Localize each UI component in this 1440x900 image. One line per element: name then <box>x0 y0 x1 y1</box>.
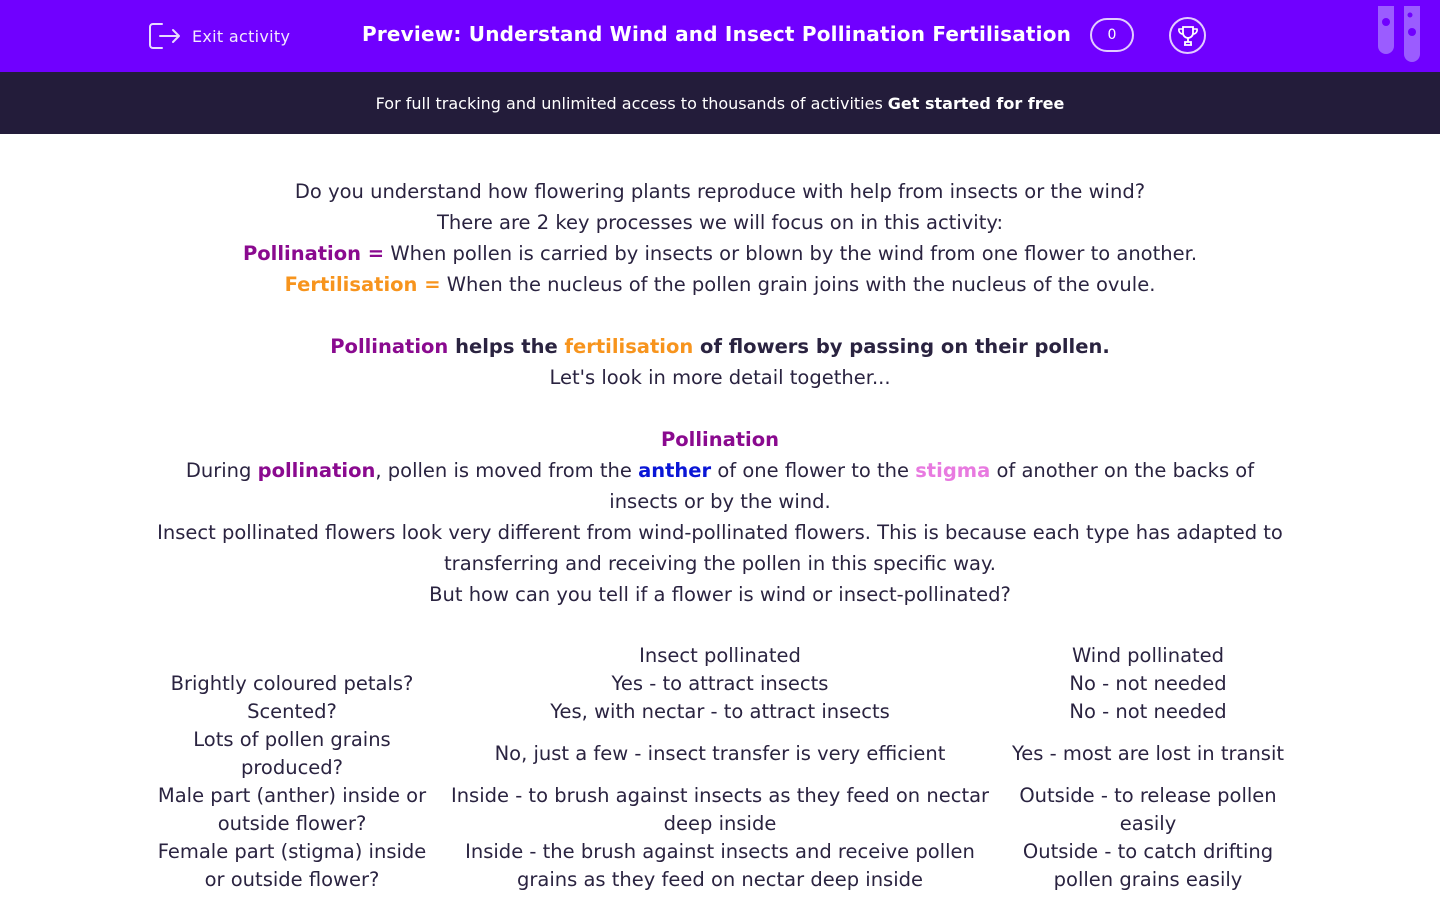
question-paragraph: But how can you tell if a flower is wind or insect-pollinated? <box>429 583 1011 606</box>
fertilisation-definition-text: When the nucleus of the pollen grain joins with the nucleus of the ovule. <box>446 273 1156 296</box>
exit-icon <box>148 21 182 51</box>
table-row <box>150 698 1290 726</box>
score-counter: 0 <box>1090 18 1134 52</box>
p1-anther: anther <box>638 459 712 482</box>
p1-text-c: of one flower to the <box>717 459 909 482</box>
summary-fertilisation: fertilisation <box>564 335 694 358</box>
signup-banner <box>0 72 1440 134</box>
comparison-table <box>150 642 1290 894</box>
table-cell: No - not needed <box>1069 700 1227 723</box>
table-row <box>150 782 1290 838</box>
table-cell: Brightly coloured petals? <box>170 672 414 695</box>
table-cell: Yes - most are lost in transit <box>1011 742 1285 765</box>
table-cell: No, just a few - insect transfer is very efficient <box>494 742 946 765</box>
table-cell: Outside - to release pollen easily <box>1019 784 1277 835</box>
table-cell: Scented? <box>247 700 337 723</box>
pollination-definition-text: When pollen is carried by insects or blown by the wind from one flower to another. <box>390 242 1198 265</box>
table-cell: Lots of pollen grains produced? <box>193 728 391 779</box>
test-tubes-logo-icon <box>1374 4 1434 66</box>
table-header-cell: Wind pollinated <box>1071 644 1225 667</box>
trophy-button[interactable] <box>1169 17 1206 54</box>
table-cell: Outside - to catch drifting pollen grains easily <box>1022 840 1274 891</box>
p1-pollination: pollination <box>257 459 376 482</box>
table-cell: Female part (stigma) inside or outside flower? <box>157 840 427 891</box>
summary-statement <box>150 331 1290 362</box>
top-bar <box>0 0 1440 72</box>
trophy-icon <box>1176 24 1200 48</box>
summary-pollination: Pollination <box>330 335 449 358</box>
fertilisation-definition <box>150 269 1290 300</box>
fertilisation-term: Fertilisation = <box>284 273 441 296</box>
p1-text-d: of another on the backs of insects or by the wind. <box>609 459 1255 513</box>
exit-activity-label: Exit activity <box>192 26 291 46</box>
exit-activity-button[interactable] <box>148 20 290 52</box>
pollination-explanation <box>150 455 1290 517</box>
activity-intro <box>150 176 1290 610</box>
table-row <box>150 670 1290 698</box>
pollination-term: Pollination = <box>242 242 385 265</box>
p1-stigma: stigma <box>915 459 991 482</box>
banner-text: For full tracking and unlimited access to thousands of activities <box>375 93 883 113</box>
table-cell: Inside - the brush against insects and receive pollen grains as they feed on nectar deep inside <box>465 840 975 891</box>
table-cell: Male part (anther) inside or outside flower? <box>157 784 427 835</box>
table-cell: Yes - to attract insects <box>611 672 829 695</box>
p1-text-b: , pollen is moved from the <box>375 459 632 482</box>
intro-processes: There are 2 key processes we will focus on in this activity: <box>436 211 1004 234</box>
p1-text-a: During <box>185 459 252 482</box>
table-cell: Yes, with nectar - to attract insects <box>550 700 890 723</box>
table-header-cell: Insect pollinated <box>639 644 801 667</box>
get-started-link[interactable]: Get started for free <box>887 93 1065 113</box>
table-header-row <box>150 642 1290 670</box>
activity-title: Preview: Understand Wind and Insect Pollination Fertilisation <box>362 22 1072 46</box>
table-cell: No - not needed <box>1069 672 1227 695</box>
section-heading: Pollination <box>660 428 780 451</box>
pollination-definition <box>150 238 1290 269</box>
intro-question: Do you understand how flowering plants reproduce with help from insects or the wind? <box>294 180 1146 203</box>
table-cell: Inside - to brush against insects as they feed on nectar deep inside <box>450 784 990 835</box>
table-header-cell <box>150 642 434 670</box>
summary-mid: helps the <box>455 335 558 358</box>
lets-look-text: Let's look in more detail together... <box>549 366 891 389</box>
adaptation-paragraph: Insect pollinated flowers look very different from wind-pollinated flowers. This is because each type has adapted to transferring and receiving the pollen in this specific way. <box>157 521 1283 575</box>
table-row <box>150 726 1290 782</box>
table-row <box>150 838 1290 894</box>
summary-end: of flowers by passing on their pollen. <box>700 335 1110 358</box>
